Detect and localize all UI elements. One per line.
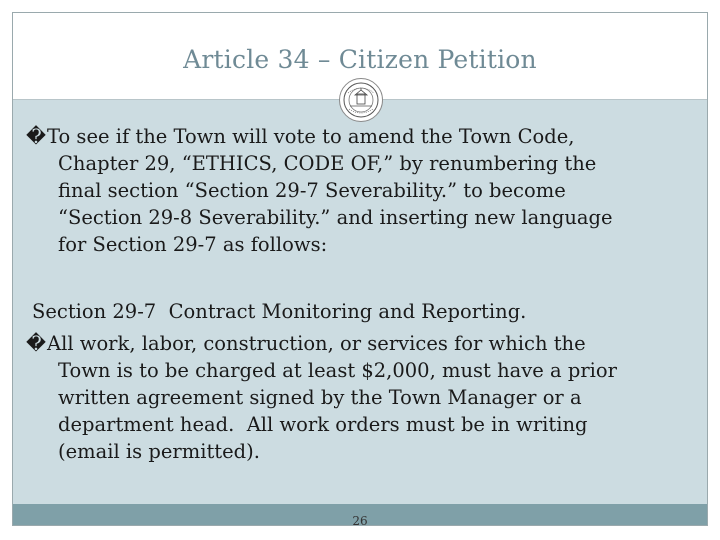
paragraph1-line: final section “Section 29-7 Severability.” to become (58, 179, 566, 202)
slide-body (13, 100, 707, 504)
paragraph2-line: Town is to be charged at least $2,000, must have a prior (58, 359, 617, 382)
bullet-marker: � (26, 332, 46, 355)
paragraph2-line: All work, labor, construction, or services for which the (47, 332, 586, 355)
page-number: 26 (352, 514, 368, 528)
paragraph1-line: “Section 29-8 Severability.” and inserting new language (58, 206, 613, 229)
bullet-marker: � (26, 125, 46, 148)
paragraph2-line: (email is permitted). (58, 440, 260, 463)
paragraph1-line: for Section 29-7 as follows: (58, 233, 328, 256)
section-heading: Section 29-7 Contract Monitoring and Reporting. (32, 300, 527, 323)
slide-title: Article 34 – Citizen Petition (183, 45, 537, 74)
paragraph1-line: Chapter 29, “ETHICS, CODE OF,” by renumbering the (58, 152, 597, 175)
paragraph2-line: department head. All work orders must be in writing (58, 413, 588, 436)
paragraph1-line: To see if the Town will vote to amend the Town Code, (47, 125, 575, 148)
paragraph2-line: written agreement signed by the Town Manager or a (58, 386, 582, 409)
town-seal-icon (339, 78, 383, 122)
